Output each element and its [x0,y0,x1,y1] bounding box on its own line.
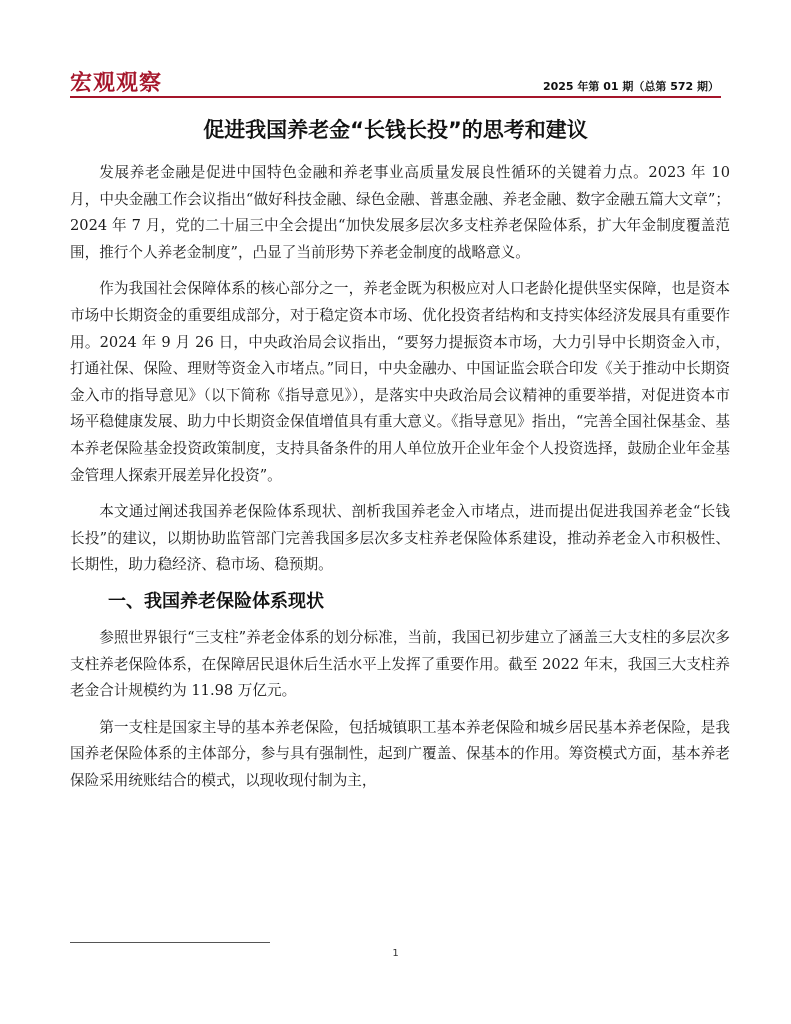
section1-paragraph-1: 参照世界银行“三支柱”养老金体系的划分标准，当前，我国已初步建立了涵盖三大支柱的多层次多支柱养老保险体系，在保障居民退休后生活水平上发挥了重要作用。截至 2022 年末，我国三大支柱养老金合计规模约为 11.98 万亿元。 [70,628,730,700]
paragraph-1: 发展养老金融是促进中国特色金融和养老事业高质量发展良性循环的关键着力点。2023 年 10 月，中央金融工作会议指出“做好科技金融、绿色金融、普惠金融、养老金融、数字金融五篇大文章”；2024 年 7 月，党的二十届三中全会提出“加快发展多层次多支柱养老保险体系，扩大年金制度覆盖范围，推行个人养老金制度”，凸显了当前形势下养老金制度的战略意义。 [70,164,730,261]
paragraph-2: 作为我国社会保障体系的核心部分之一，养老金既为积极应对人口老龄化提供坚实保障，也是资本市场中长期资金的重要组成部分，对于稳定资本市场、优化投资者结构和支持实体经济发展具有重要作用。2024 年 9 月 26 日，中央政治局会议指出，“要努力提振资本市场，大力引导中长期资金入市，打通社保、保险、理财等资金入市堵点。”同日，中央金融办、中国证监会联合印发《关于推动中长期资金入市的指导意见》（以下简称《指导意见》），是落实中央政治局会议精神的重要举措，对促进资本市场平稳健康发展、助力中长期资金保值增值具有重大意义。《指导意见》指出，“完善全国社保基金、基本养老保险基金投资政策制度，支持具备条件的用人单位放开企业年金个人投资选择，鼓励企业年金基金管理人探索开展差异化投资”。 [70,280,730,484]
page-title: 促进我国养老金“长钱长投”的思考和建议 [203,118,588,142]
page-number: 1 [392,948,399,959]
footnote-divider [70,942,270,943]
section-heading-1: 一、我国养老保险体系现状 [108,590,324,612]
header-brand: 宏观观察 [70,71,163,96]
paragraph-3: 本文通过阐述我国养老保险体系现状、剖析我国养老金入市堵点，进而提出促进我国养老金“长钱长投”的建议，以期协助监管部门完善我国多层次多支柱养老保险体系建设，推动养老金入市积极性、长期性，助力稳经济、稳市场、稳预期。 [70,503,730,574]
header-divider [70,96,721,98]
issue-number: 2025 年第 01 期（总第 572 期） [542,80,719,93]
article-body [70,160,730,804]
section1-paragraph-2: 第一支柱是国家主导的基本养老保险，包括城镇职工基本养老保险和城乡居民基本养老保险，是我国养老保险体系的主体部分，参与具有强制性，起到广覆盖、保基本的作用。筹资模式方面，基本养老保险采用统账结合的模式，以现收现付制为主， [70,718,730,789]
